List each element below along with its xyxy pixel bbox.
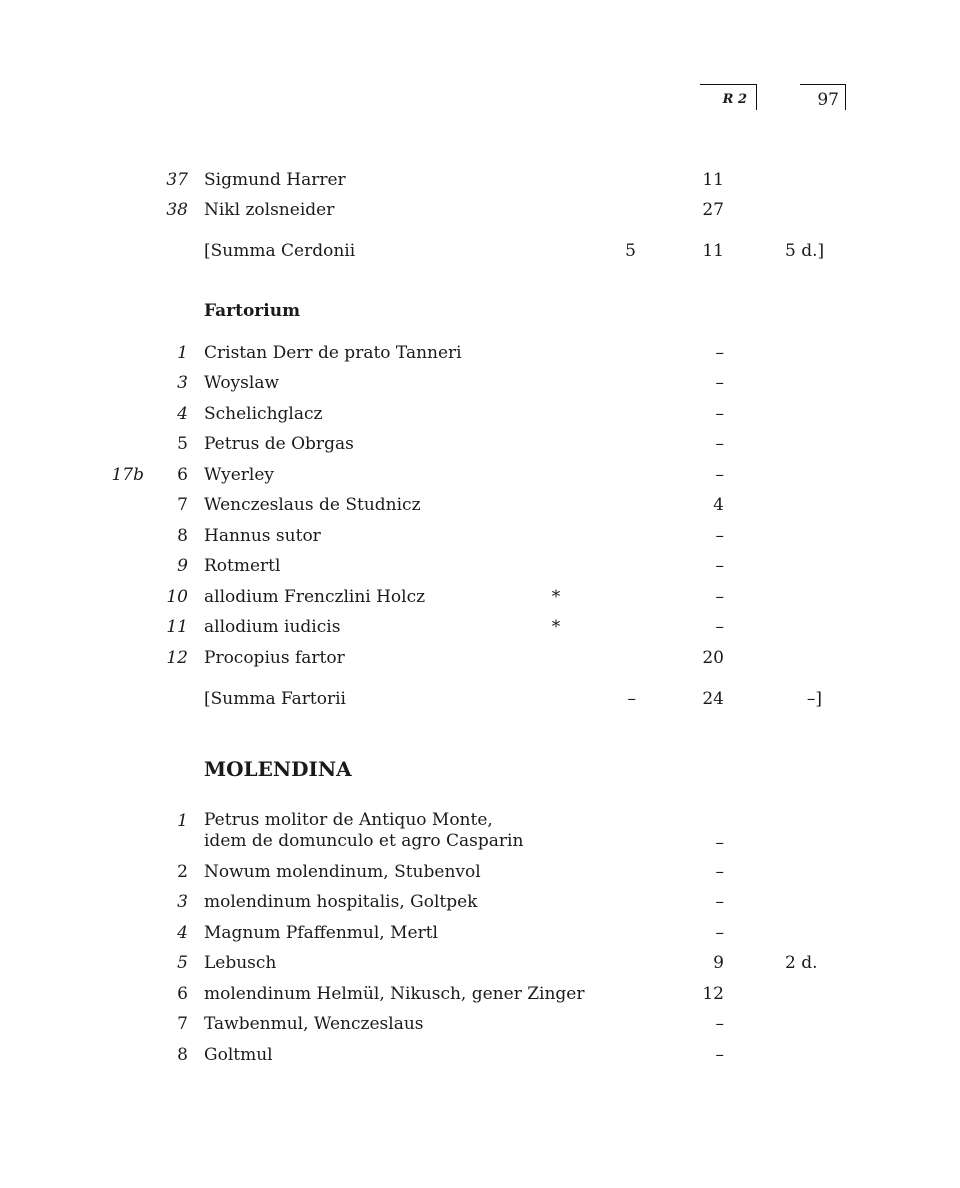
entry-number: 6	[177, 984, 188, 1004]
entry-amount: –	[715, 373, 724, 393]
list-item	[0, 372, 960, 394]
entry-amount: 27	[702, 200, 724, 220]
list-item	[0, 342, 960, 364]
entry-name: Petrus molitor de Antiquo Monte, idem de domunculo et agro Casparin	[204, 810, 524, 851]
entry-name: Nikl zolsneider	[204, 200, 335, 220]
entry-pence: 2 d.	[785, 953, 818, 973]
entry-number: 7	[177, 1014, 188, 1034]
summa-col2: 24	[702, 689, 724, 709]
running-head-code: R 2	[700, 84, 757, 110]
entry-amount: –	[715, 434, 724, 454]
entry-name: Hannus sutor	[204, 526, 321, 546]
list-item	[0, 647, 960, 669]
entry-amount: –	[715, 556, 724, 576]
entry-number: 2	[177, 862, 188, 882]
entry-name: Nowum molendinum, Stubenvol	[204, 862, 481, 882]
entry-number: 6	[177, 465, 188, 485]
entry-number: 1	[177, 811, 188, 831]
entry-name: Procopius fartor	[204, 648, 345, 668]
entry-amount: 12	[702, 984, 724, 1004]
entry-name: Wyerley	[204, 465, 274, 485]
summa-col1: 5	[625, 241, 636, 261]
entry-number: 3	[177, 892, 188, 912]
entry-amount: 20	[702, 648, 724, 668]
entry-number: 38	[166, 200, 188, 220]
folio-marker: 17b	[111, 465, 144, 485]
list-item	[0, 922, 960, 944]
entry-name: Lebusch	[204, 953, 277, 973]
entry-name: Schelichglacz	[204, 404, 323, 424]
summa-col3: 5 d.]	[785, 241, 825, 261]
entry-number: 3	[177, 373, 188, 393]
entry-number: 5	[177, 434, 188, 454]
entry-number: 1	[177, 343, 188, 363]
summa-label: [Summa Fartorii	[204, 689, 346, 709]
list-item	[0, 433, 960, 455]
page-number: 97	[800, 84, 846, 110]
summa-row	[0, 240, 960, 262]
list-item	[0, 525, 960, 547]
list-item	[0, 1013, 960, 1035]
entry-number: 8	[177, 526, 188, 546]
entry-name: molendinum hospitalis, Goltpek	[204, 892, 478, 912]
entry-amount: –	[715, 465, 724, 485]
summa-col1: –	[627, 689, 636, 709]
list-item	[0, 586, 960, 608]
entry-amount: 11	[702, 170, 724, 190]
entry-amount: –	[715, 617, 724, 637]
entry-number: 5	[177, 953, 188, 973]
list-item	[0, 983, 960, 1005]
list-item	[0, 464, 960, 486]
entry-name: Petrus de Obrgas	[204, 434, 354, 454]
entry-name: Cristan Derr de prato Tanneri	[204, 343, 462, 363]
entry-name: Magnum Pfaffenmul, Mertl	[204, 923, 438, 943]
list-item	[0, 403, 960, 425]
list-item	[0, 891, 960, 913]
list-item	[0, 1044, 960, 1066]
entry-amount: –	[715, 862, 724, 882]
entry-number: 7	[177, 495, 188, 515]
entry-number: 8	[177, 1045, 188, 1065]
list-item	[0, 199, 960, 221]
entry-name: Sigmund Harrer	[204, 170, 346, 190]
section-title-molendina: MOLENDINA	[204, 757, 352, 781]
entry-amount: –	[715, 526, 724, 546]
entry-amount: –	[715, 1045, 724, 1065]
entry-amount: 9	[713, 953, 724, 973]
entry-name: Woyslaw	[204, 373, 280, 393]
summa-col3: –]	[806, 689, 822, 709]
summa-label: [Summa Cerdonii	[204, 241, 356, 261]
entry-amount: –	[715, 404, 724, 424]
list-item	[0, 169, 960, 191]
entry-amount: –	[715, 587, 724, 607]
entry-amount: –	[715, 892, 724, 912]
list-item	[0, 861, 960, 883]
entry-name: allodium Frenczlini Holcz	[204, 587, 426, 607]
entry-number: 9	[177, 556, 188, 576]
entry-number: 37	[166, 170, 188, 190]
entry-number: 11	[166, 617, 188, 637]
entry-name: Tawbenmul, Wenczeslaus	[204, 1014, 424, 1034]
entry-amount: –	[715, 1014, 724, 1034]
entry-amount: –	[715, 343, 724, 363]
entry-number: 10	[166, 587, 188, 607]
entry-amount: 4	[713, 495, 724, 515]
entry-name: Rotmertl	[204, 556, 281, 576]
summa-col2: 11	[702, 241, 724, 261]
section-title-fartorium: Fartorium	[204, 301, 301, 321]
entry-number: 4	[177, 923, 188, 943]
asterisk-mark: *	[551, 587, 561, 607]
list-item	[0, 952, 960, 974]
list-item	[0, 555, 960, 577]
entry-amount: –	[715, 833, 724, 853]
list-item	[0, 810, 960, 854]
summa-row	[0, 688, 960, 710]
entry-number: 12	[166, 648, 188, 668]
entry-number: 4	[177, 404, 188, 424]
entry-amount: –	[715, 923, 724, 943]
entry-name: Goltmul	[204, 1045, 273, 1065]
list-item	[0, 616, 960, 638]
entry-name: Wenczeslaus de Studnicz	[204, 495, 421, 515]
list-item	[0, 494, 960, 516]
entry-name: allodium iudicis	[204, 617, 341, 637]
entry-name: molendinum Helmül, Nikusch, gener Zinger	[204, 984, 585, 1004]
asterisk-mark: *	[551, 617, 561, 637]
